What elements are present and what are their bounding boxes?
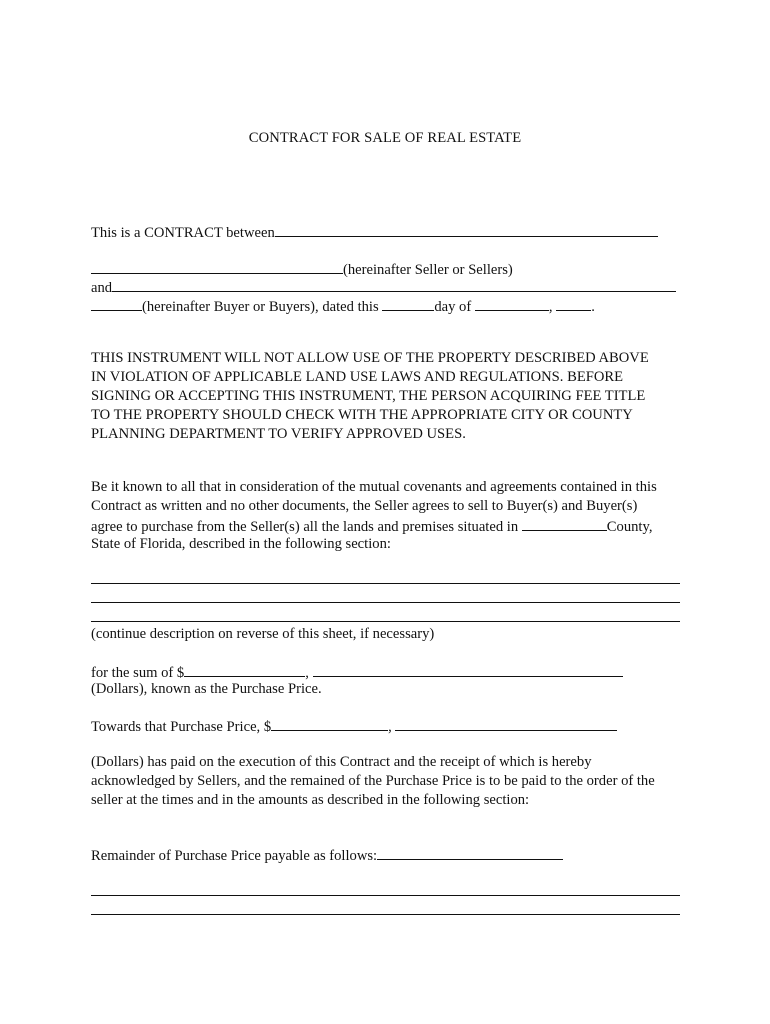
towards-label: Towards that Purchase Price, $ xyxy=(91,719,272,735)
consideration-line: Contract as written and no other documents, the Seller agrees to sell to Buyer(s) and Buyer(s) xyxy=(91,498,638,514)
document-title: CONTRACT FOR SALE OF REAL ESTATE xyxy=(248,130,522,146)
purchase-comma: , xyxy=(305,665,309,681)
deposit-words-blank[interactable] xyxy=(395,716,617,731)
contract-between-label: This is a CONTRACT between xyxy=(91,225,275,241)
warning-line: TO THE PROPERTY SHOULD CHECK WITH THE APPROPRIATE CITY OR COUNTY xyxy=(91,407,633,423)
warning-line: IN VIOLATION OF APPLICABLE LAND USE LAWS AND REGULATIONS. BEFORE xyxy=(91,369,624,385)
consideration-paragraph xyxy=(91,478,691,554)
seller-line xyxy=(91,259,513,279)
day-blank[interactable] xyxy=(382,296,434,311)
seller-name-blank-1[interactable] xyxy=(275,222,658,237)
county-label: County, xyxy=(606,519,653,535)
contract-between-line xyxy=(91,222,658,242)
buyer-name-blank-2[interactable] xyxy=(91,296,142,311)
remainder-blank[interactable] xyxy=(377,845,563,860)
paid-paragraph xyxy=(91,753,691,810)
remainder-label: Remainder of Purchase Price payable as follows: xyxy=(91,848,378,864)
buyer-label: (hereinafter Buyer or Buyers), dated this xyxy=(142,299,379,315)
county-prefix: agree to purchase from the Seller(s) all the lands and premises situated in xyxy=(91,519,519,535)
purchase-words-blank[interactable] xyxy=(313,662,623,677)
remainder-terms-line-1[interactable] xyxy=(91,895,680,896)
warning-line: PLANNING DEPARTMENT TO VERIFY APPROVED USES. xyxy=(91,426,466,442)
purchase-dollars-label: (Dollars), known as the Purchase Price. xyxy=(91,681,322,697)
date-comma: , xyxy=(548,299,553,315)
towards-comma: , xyxy=(388,719,392,735)
and-label: and xyxy=(91,280,113,296)
consideration-line xyxy=(91,516,691,535)
towards-line xyxy=(91,716,617,736)
date-period: . xyxy=(591,299,595,315)
paid-line: (Dollars) has paid on the execution of this Contract and the receipt of which is hereby xyxy=(91,754,592,770)
deposit-amount-blank[interactable] xyxy=(271,716,388,731)
warning-paragraph xyxy=(91,349,691,444)
purchase-sum-line xyxy=(91,662,623,682)
paid-line: acknowledged by Sellers, and the remained of the Purchase Price is to be paid to the order of the xyxy=(91,773,655,789)
day-of-label: day of xyxy=(434,299,472,315)
remainder-line xyxy=(91,845,563,865)
paid-line: seller at the times and in the amounts as described in the following section: xyxy=(91,792,530,808)
warning-line: SIGNING OR ACCEPTING THIS INSTRUMENT, THE PERSON ACQUIRING FEE TITLE xyxy=(91,388,646,404)
description-line-3[interactable] xyxy=(91,621,680,622)
remainder-terms-line-2[interactable] xyxy=(91,914,680,915)
consideration-line: State of Florida, described in the following section: xyxy=(91,536,391,552)
month-blank[interactable] xyxy=(475,296,549,311)
warning-line: THIS INSTRUMENT WILL NOT ALLOW USE OF THE PROPERTY DESCRIBED ABOVE xyxy=(91,350,649,366)
for-sum-label: for the sum of $ xyxy=(91,665,185,681)
seller-label: (hereinafter Seller or Sellers) xyxy=(343,262,513,278)
seller-name-blank-2[interactable] xyxy=(91,259,343,274)
buyer-line xyxy=(91,296,595,316)
description-line-1[interactable] xyxy=(91,583,680,584)
description-line-2[interactable] xyxy=(91,602,680,603)
purchase-amount-blank[interactable] xyxy=(184,662,305,677)
and-line xyxy=(91,277,676,297)
county-blank[interactable] xyxy=(522,516,607,531)
consideration-line: Be it known to all that in consideration of the mutual covenants and agreements contained in this xyxy=(91,479,657,495)
year-blank[interactable] xyxy=(556,296,591,311)
continue-note: (continue description on reverse of this sheet, if necessary) xyxy=(91,626,435,642)
buyer-name-blank-1[interactable] xyxy=(112,277,676,292)
